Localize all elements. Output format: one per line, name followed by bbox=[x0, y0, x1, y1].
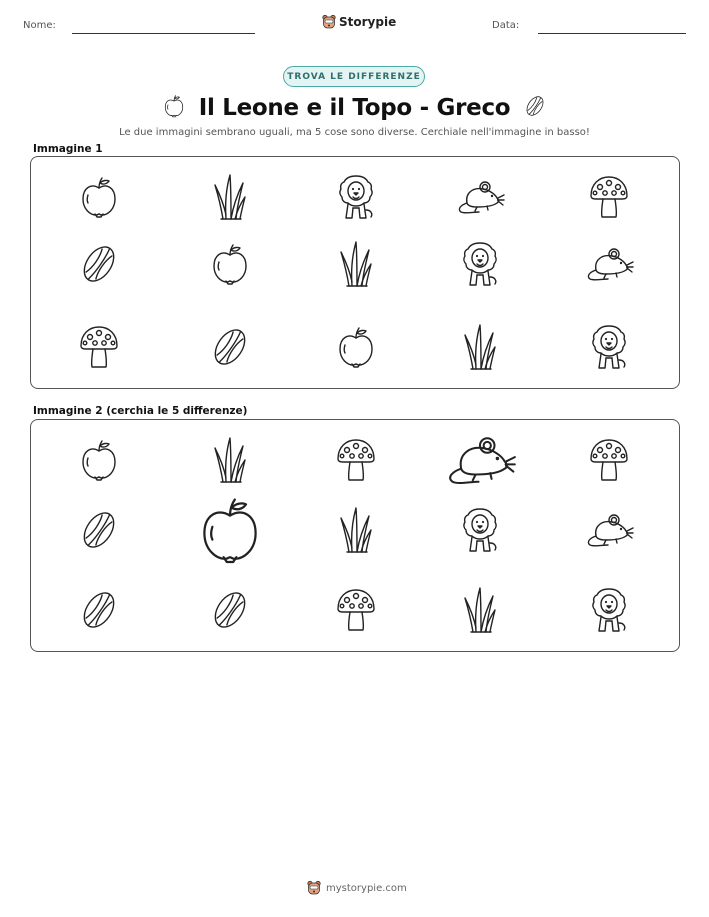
brand-name: Storypie bbox=[339, 15, 397, 29]
seed-icon bbox=[79, 508, 119, 552]
footer bbox=[307, 880, 407, 896]
panel1-cell-2-1[interactable] bbox=[69, 234, 129, 294]
panel2-cell-2-3[interactable] bbox=[326, 500, 386, 560]
name-label: Nome: bbox=[23, 20, 56, 31]
find-differences-badge: TROVA LE DIFFERENZE bbox=[283, 66, 425, 87]
panel1-cell-2-4[interactable] bbox=[450, 234, 510, 294]
mushroom-icon bbox=[78, 324, 120, 370]
panel2-cell-3-4[interactable] bbox=[450, 580, 510, 640]
panel2-cell-1-3[interactable] bbox=[326, 430, 386, 490]
panel2-cell-3-3[interactable] bbox=[326, 580, 386, 640]
lion-icon bbox=[460, 241, 500, 287]
apple-icon bbox=[79, 175, 119, 219]
panel2-cell-1-2[interactable] bbox=[200, 430, 260, 490]
seed-icon bbox=[79, 242, 119, 286]
storypie-logo bbox=[322, 14, 396, 30]
seed-icon bbox=[79, 588, 119, 632]
image-panel-2 bbox=[30, 419, 680, 652]
bear-icon bbox=[307, 880, 321, 896]
seed-icon bbox=[210, 588, 250, 632]
footer-url[interactable]: mystorypie.com bbox=[326, 882, 407, 894]
apple-icon bbox=[79, 438, 119, 482]
mushroom-icon bbox=[588, 437, 630, 483]
panel1-cell-3-3[interactable] bbox=[326, 317, 386, 377]
date-field-line[interactable] bbox=[538, 33, 686, 34]
title-row bbox=[0, 92, 709, 124]
name-field-line[interactable] bbox=[72, 33, 255, 34]
panel2-cell-2-5[interactable] bbox=[579, 500, 639, 560]
mushroom-icon bbox=[335, 437, 377, 483]
panel1-label: Immagine 1 bbox=[33, 143, 103, 155]
instructions: Le due immagini sembrano uguali, ma 5 cose sono diverse. Cerchiale nell'immagine in basso! bbox=[119, 127, 590, 138]
lion-icon bbox=[589, 587, 629, 633]
apple-icon bbox=[198, 495, 262, 565]
grass-icon bbox=[463, 586, 497, 634]
panel2-cell-1-4[interactable] bbox=[450, 430, 510, 490]
page-title: Il Leone e il Topo - Greco bbox=[198, 95, 511, 121]
panel2-cell-3-1[interactable] bbox=[69, 580, 129, 640]
panel1-cell-1-4[interactable] bbox=[450, 167, 510, 227]
lion-icon bbox=[589, 324, 629, 370]
date-label: Data: bbox=[492, 20, 520, 31]
panel1-cell-3-1[interactable] bbox=[69, 317, 129, 377]
panel2-cell-3-2[interactable] bbox=[200, 580, 260, 640]
apple-icon bbox=[210, 242, 250, 286]
panel2-cell-1-1[interactable] bbox=[69, 430, 129, 490]
panel1-cell-2-2[interactable] bbox=[200, 234, 260, 294]
lion-icon bbox=[460, 507, 500, 553]
mouse-icon bbox=[455, 179, 505, 215]
lion-icon bbox=[336, 174, 376, 220]
mouse-icon bbox=[584, 512, 634, 548]
mouse-icon bbox=[444, 434, 517, 486]
apple-icon bbox=[336, 325, 376, 369]
panel1-cell-1-5[interactable] bbox=[579, 167, 639, 227]
panel1-cell-2-5[interactable] bbox=[579, 234, 639, 294]
mouse-icon bbox=[584, 246, 634, 282]
grass-icon bbox=[213, 173, 247, 221]
panel2-cell-3-5[interactable] bbox=[579, 580, 639, 640]
panel1-cell-1-1[interactable] bbox=[69, 167, 129, 227]
grass-icon bbox=[339, 506, 373, 554]
panel1-cell-1-2[interactable] bbox=[200, 167, 260, 227]
apple-icon bbox=[163, 94, 185, 122]
panel1-cell-3-5[interactable] bbox=[579, 317, 639, 377]
panel2-cell-2-4[interactable] bbox=[450, 500, 510, 560]
mushroom-icon bbox=[588, 174, 630, 220]
grass-icon bbox=[463, 323, 497, 371]
panel2-cell-2-2[interactable] bbox=[200, 500, 260, 560]
panel1-cell-3-4[interactable] bbox=[450, 317, 510, 377]
bear-icon bbox=[322, 14, 336, 30]
panel2-cell-1-5[interactable] bbox=[579, 430, 639, 490]
panel2-label: Immagine 2 (cerchia le 5 differenze) bbox=[33, 405, 248, 417]
grass-icon bbox=[339, 240, 373, 288]
mushroom-icon bbox=[335, 587, 377, 633]
image-panel-1 bbox=[30, 156, 680, 389]
panel1-cell-1-3[interactable] bbox=[326, 167, 386, 227]
seed-icon bbox=[524, 94, 546, 122]
panel1-cell-2-3[interactable] bbox=[326, 234, 386, 294]
panel1-cell-3-2[interactable] bbox=[200, 317, 260, 377]
panel2-cell-2-1[interactable] bbox=[69, 500, 129, 560]
seed-icon bbox=[210, 325, 250, 369]
grass-icon bbox=[213, 436, 247, 484]
